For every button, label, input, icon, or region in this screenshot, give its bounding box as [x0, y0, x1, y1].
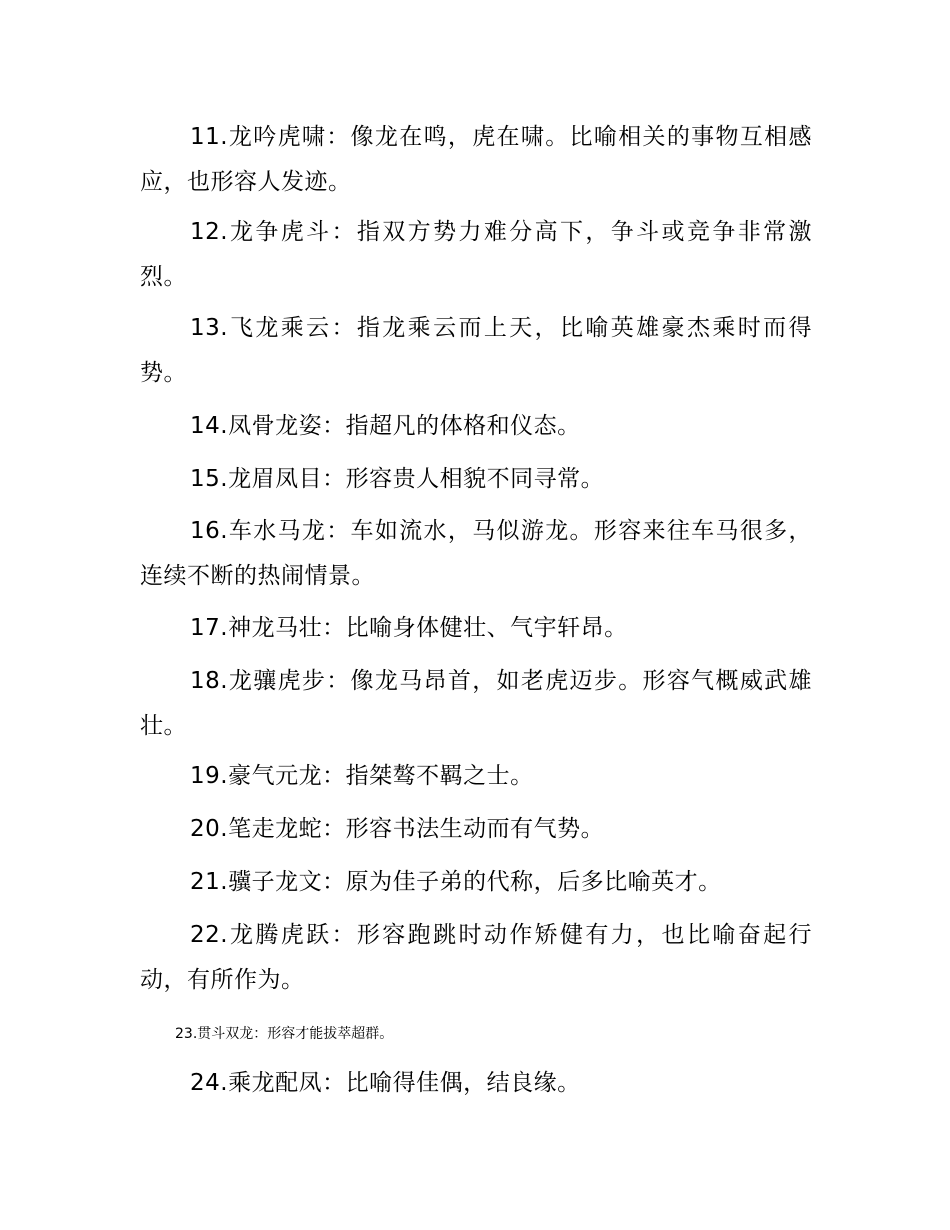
- idiom-entry-18: 18.龙骧虎步：像龙马昂首，如老虎迈步。形容气概威武雄壮。: [140, 668, 812, 739]
- idiom-entry-12: 12.龙争虎斗：指双方势力难分高下，争斗或竞争非常激烈。: [140, 219, 812, 290]
- idiom-entry-14: 14.凤骨龙姿：指超凡的体格和仪态。: [190, 413, 581, 439]
- idiom-entry-13: 13.飞龙乘云：指龙乘云而上天，比喻英雄豪杰乘时而得势。: [140, 315, 812, 386]
- idiom-entry-22: 22.龙腾虎跃：形容跑跳时动作矫健有力，也比喻奋起行动，有所作为。: [140, 922, 812, 993]
- idiom-entry-20: 20.笔走龙蛇：形容书法生动而有气势。: [190, 816, 605, 842]
- idiom-entry-16: 16.车水马龙：车如流水，马似游龙。形容来往车马很多，连续不断的热闹情景。: [140, 518, 812, 589]
- idiom-entry-19: 19.豪气元龙：指桀骜不羁之士。: [190, 763, 534, 789]
- idiom-entry-24: 24.乘龙配凤：比喻得佳偶，结良缘。: [190, 1070, 581, 1096]
- idiom-entry-23: 23.贯斗双龙：形容才能拔萃超群。: [175, 1026, 394, 1042]
- idiom-entry-15: 15.龙眉凤目：形容贵人相貌不同寻常。: [190, 466, 605, 492]
- idiom-entry-11: 11.龙吟虎啸：像龙在鸣，虎在啸。比喻相关的事物互相感应，也形容人发迹。: [140, 124, 812, 195]
- idiom-entry-17: 17.神龙马壮：比喻身体健壮、气宇轩昂。: [190, 615, 628, 641]
- idiom-entry-21: 21.骥子龙文：原为佳子弟的代称，后多比喻英才。: [190, 869, 722, 895]
